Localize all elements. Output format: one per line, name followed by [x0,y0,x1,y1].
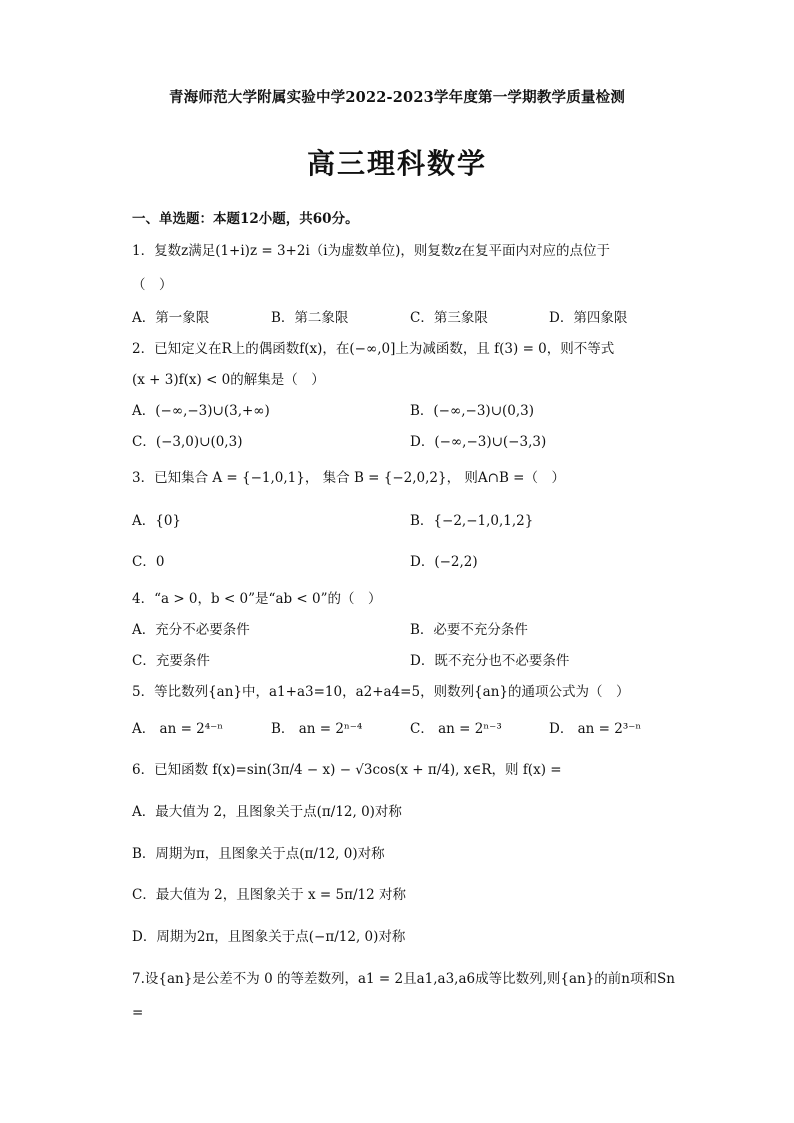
q3-option-a: A．{0} [132,513,182,529]
q6-stem: 6．已知函数 f(x)=sin(3π/4 − x) − √3cos(x + π/4), x∈R，则 f(x) = [132,762,562,778]
q3-option-c: C．0 [132,554,165,570]
q4-stem: 4．“a > 0，b < 0”是“ab < 0”的（ ） [132,591,382,607]
q2-option-a: A．(−∞,−3)∪(3,+∞) [132,403,270,419]
section-heading: 一、单选题：本题12小题，共60分。 [132,211,359,227]
q7-stem-line1: 7.设{an}是公差不为 0 的等差数列，a1 = 2且a1,a3,a6成等比数列,则{an}的前n项和Sn [132,971,675,987]
q4-option-b: B．必要不充分条件 [410,622,528,638]
q2-option-d: D．(−∞,−3)∪(−3,3) [410,434,547,450]
q1-stem-line2: （ ） [132,277,173,293]
q2-option-b: B．(−∞,−3)∪(0,3) [410,403,535,419]
q5-option-a: A． an = 2⁴⁻ⁿ [132,721,224,737]
q3-stem: 3．已知集合 A = {−1,0,1}， 集合 B = {−2,0,2}， 则A∩B =（ ） [132,470,565,486]
q6-option-b: B．周期为π，且图象关于点(π/12, 0)对称 [132,846,385,862]
q7-stem-line2: = [132,1005,144,1021]
school-header: 青海师范大学附属实验中学2022-2023学年度第一学期教学质量检测 [168,89,626,106]
page-title: 高三理科数学 [306,147,487,180]
q5-option-c: C． an = 2ⁿ⁻³ [410,721,502,737]
q1-option-a: A．第一象限 [132,310,210,326]
q1-option-d: D．第四象限 [549,310,628,326]
q2-option-c: C．(−3,0)∪(0,3) [132,434,243,450]
q2-stem-line1: 2．已知定义在R上的偶函数f(x)，在(−∞,0]上为减函数，且 f(3) = 0，则不等式 [132,341,615,357]
q1-option-c: C．第三象限 [410,310,488,326]
q6-option-d: D．周期为2π，且图象关于点(−π/12, 0)对称 [132,929,406,945]
q3-option-d: D．(−2,2) [410,554,478,570]
q6-option-c: C．最大值为 2，且图象关于 x = 5π/12 对称 [132,887,406,903]
q4-option-d: D．既不充分也不必要条件 [410,653,570,669]
q1-option-b: B．第二象限 [271,310,349,326]
q5-stem: 5．等比数列{an}中，a1+a3=10，a2+a4=5，则数列{an}的通项公式为（ ） [132,684,630,700]
q5-option-b: B． an = 2ⁿ⁻⁴ [271,721,363,737]
q5-option-d: D． an = 2³⁻ⁿ [549,721,642,737]
q2-stem-line2: (x + 3)f(x) < 0的解集是（ ） [132,372,325,388]
q1-stem-line1: 1．复数z满足(1+i)z = 3+2i（i为虚数单位)，则复数z在复平面内对应的点位于 [132,243,610,259]
q4-option-a: A．充分不必要条件 [132,622,250,638]
q4-option-c: C．充要条件 [132,653,210,669]
q6-option-a: A．最大值为 2，且图象关于点(π/12, 0)对称 [132,804,402,820]
q3-option-b: B．{−2,−1,0,1,2} [410,513,534,529]
